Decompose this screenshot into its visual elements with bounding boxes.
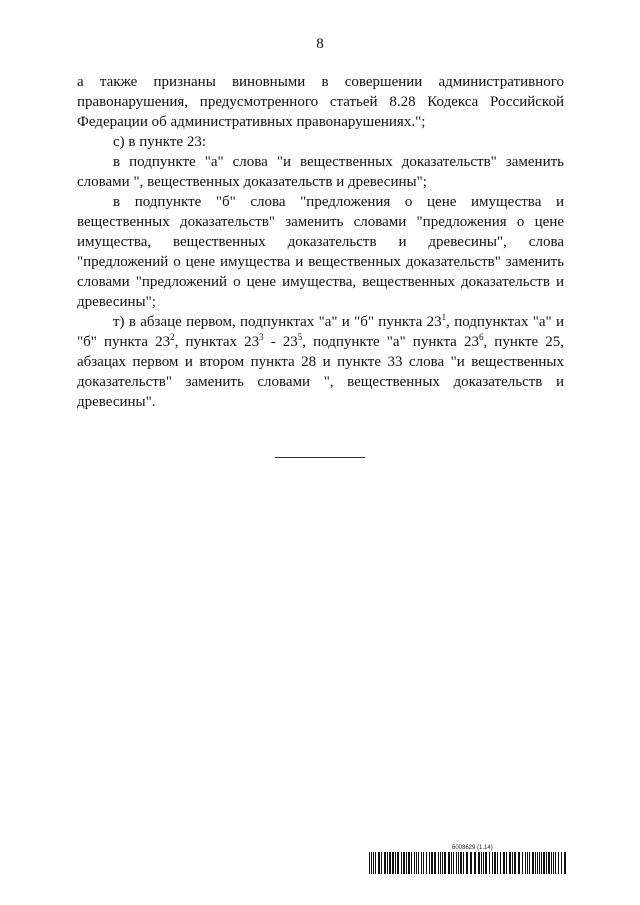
paragraph-subitem-a: в подпункте "а" слова "и вещественных доказательств" заменить словами ", вещественных доказательств и древесины"; — [77, 154, 564, 190]
paragraph-item-s: с) в пункте 23: — [113, 134, 207, 150]
paragraph-item-t: т) в абзаце первом, подпунктах "а" и "б" пункта $23^1$, подпунктах "а" и "б" пункта $23^2$, пунктах $23^3 - 23^5$, подпункте "а" пункта $23^6$, пункте 25, абзацах первом и втором пункта 28 и пункте 33 слова "и вещественных доказательств" заменить словами ", вещественных доказательств и древесины". — [77, 312, 565, 410]
document-body — [77, 72, 564, 412]
barcode — [369, 852, 567, 874]
barcode-number: 6008629 (1.14) — [452, 845, 493, 851]
paragraph-continuation: а также признаны виновными в совершении административного правонарушения, предусмотренного статьей 8.28 Кодекса Российской Федерации об административных правонарушениях."; — [77, 74, 564, 130]
end-divider — [275, 457, 365, 458]
paragraph-subitem-b: в подпункте "б" слова "предложения о цене имущества и вещественных доказательств" заменить словами "предложения о цене имущества, вещественных доказательств и древесины", слова "предложений о цене имущества и вещественных доказательств" заменить словами "предложений о цене имущества, вещественных доказательств и древесины"; — [77, 194, 564, 310]
page-number: 8 — [316, 36, 324, 52]
